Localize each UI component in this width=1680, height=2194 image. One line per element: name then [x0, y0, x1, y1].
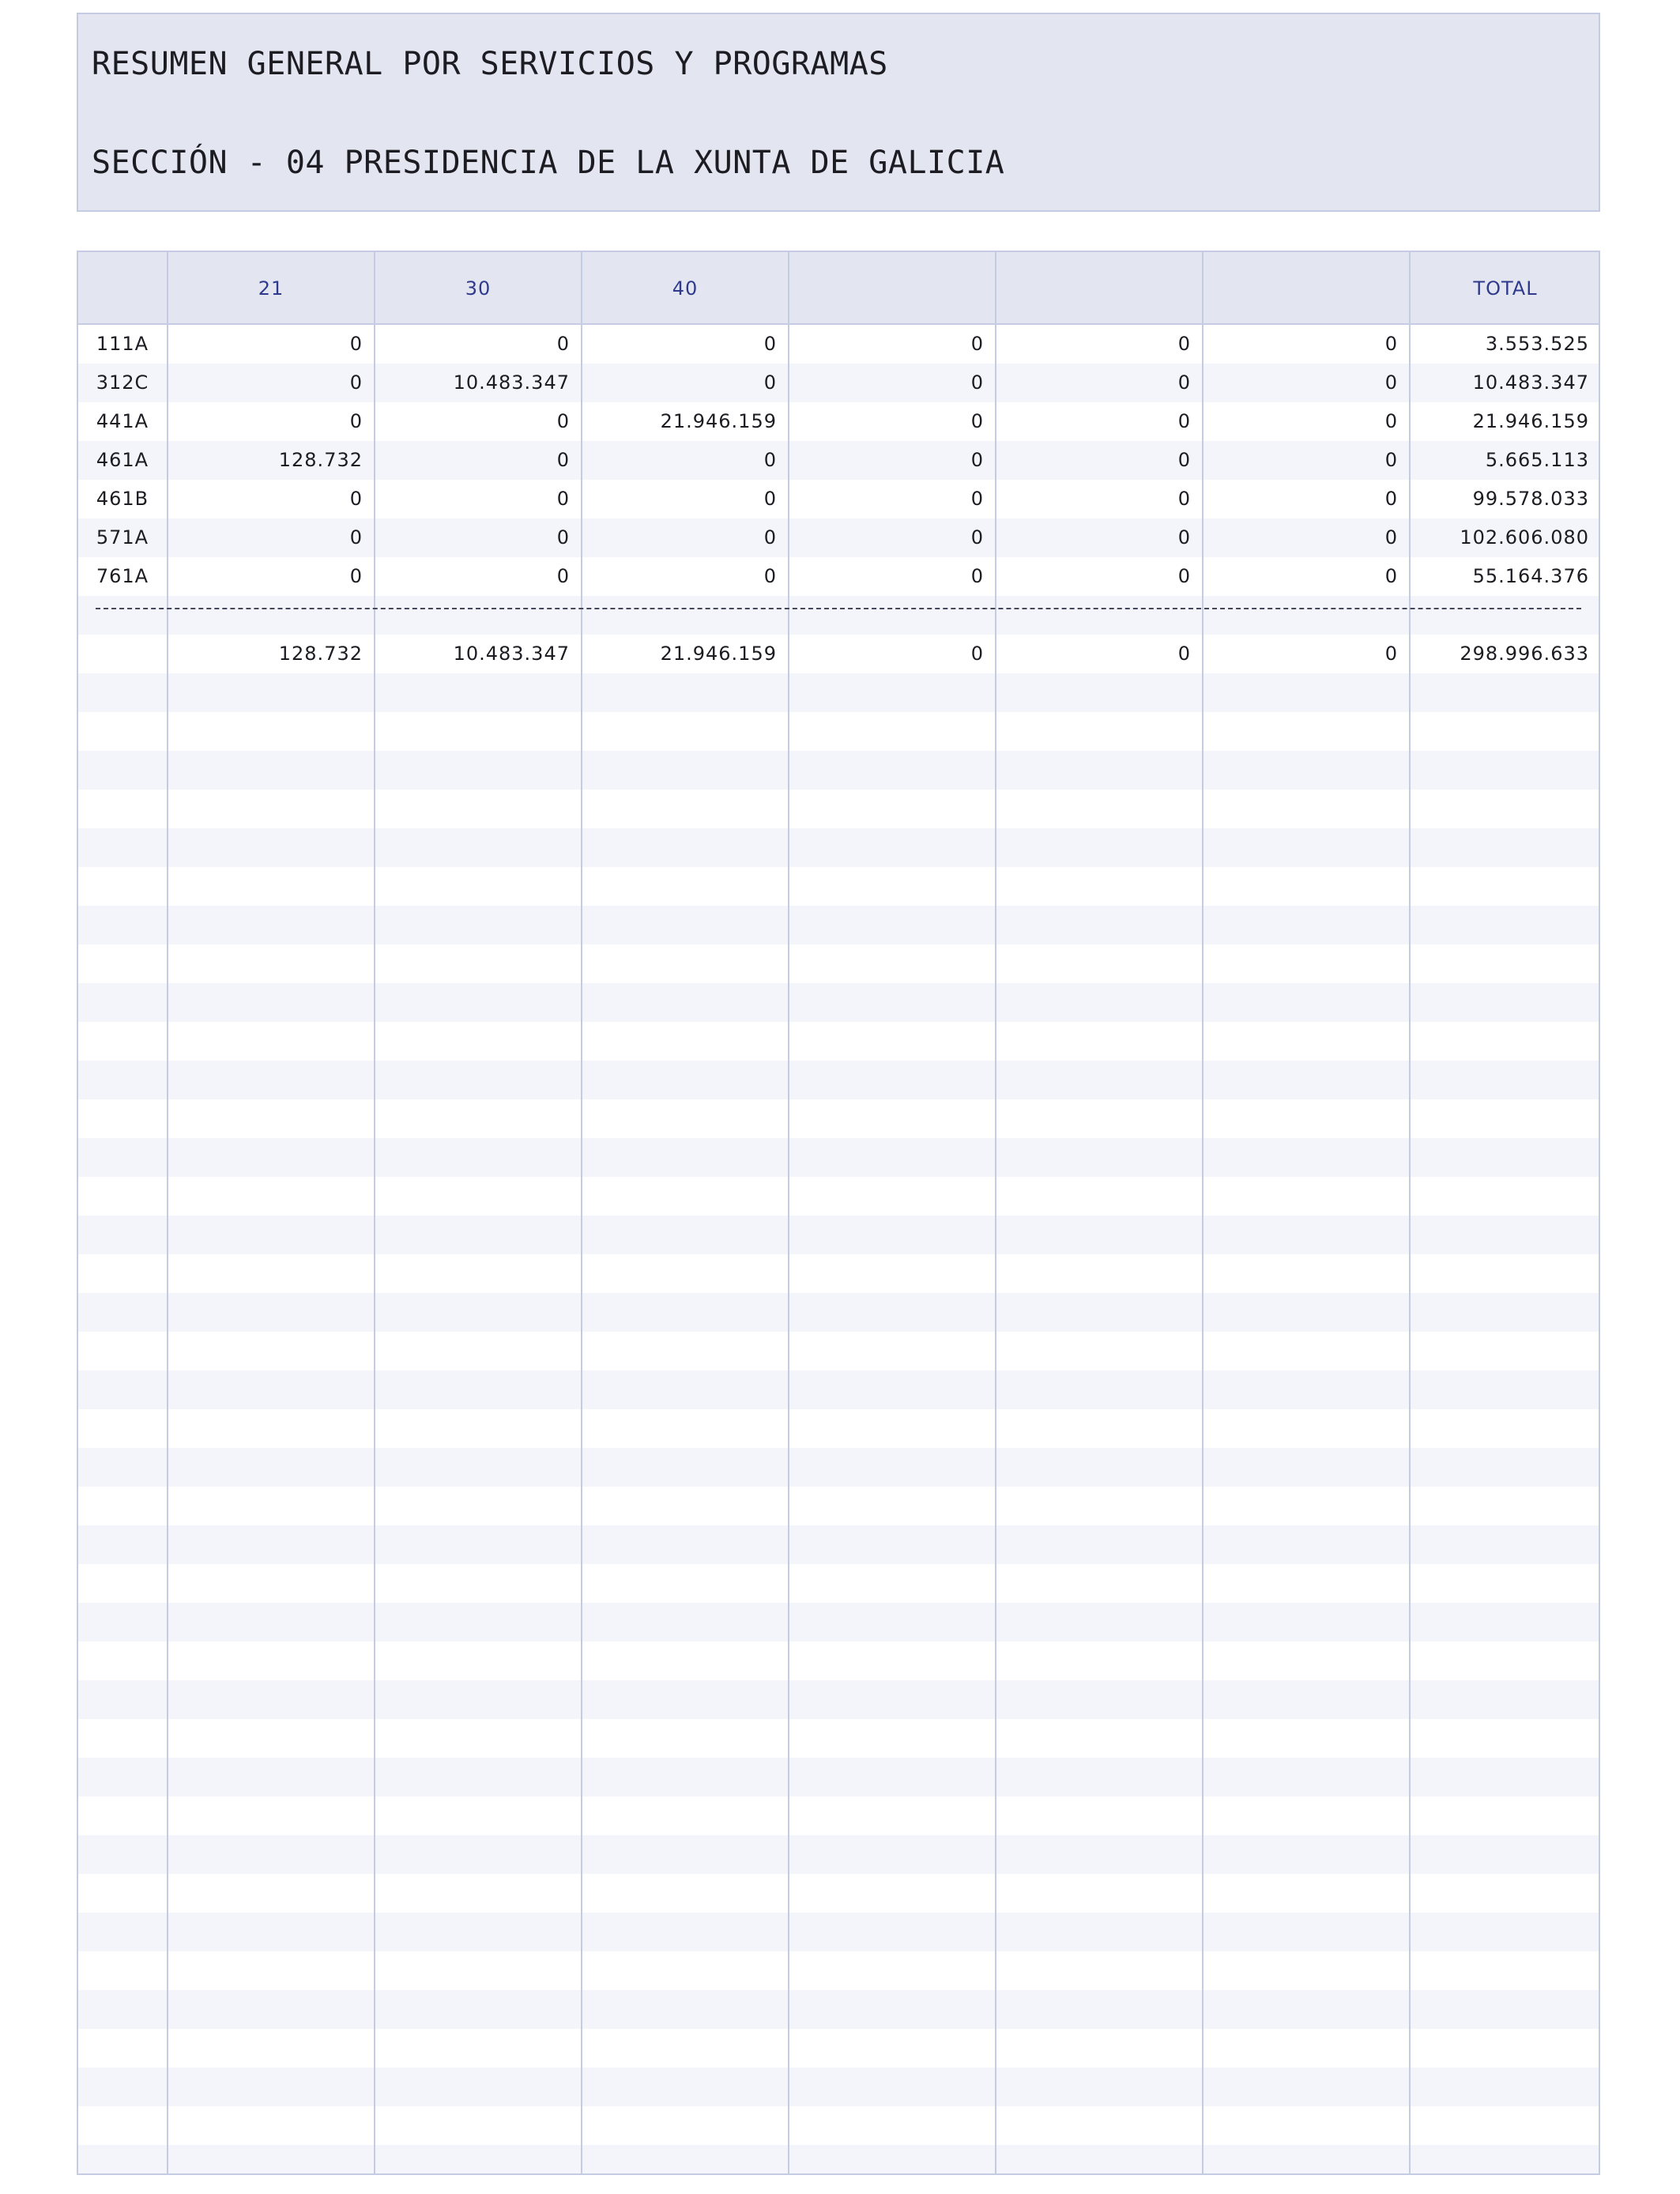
- totals-separator: [96, 608, 1581, 609]
- value-cell: 0: [556, 565, 570, 587]
- value-cell: 0: [349, 333, 363, 355]
- value-cell: 0: [1384, 643, 1398, 665]
- value-cell: 0: [1384, 449, 1398, 471]
- program-code: 461A: [96, 449, 149, 471]
- value-cell: 10.483.347: [453, 643, 570, 665]
- value-cell: 0: [1177, 410, 1191, 432]
- value-cell: 0: [556, 526, 570, 548]
- value-cell: 0: [1384, 333, 1398, 355]
- report-section: SECCIÓN - 04 PRESIDENCIA DE LA XUNTA DE GALICIA: [92, 145, 1005, 181]
- value-cell: 0: [970, 643, 984, 665]
- total-cell: 21.946.159: [1472, 410, 1589, 432]
- column-header-empty-3: [1203, 252, 1409, 325]
- program-code: 461B: [96, 488, 149, 510]
- total-cell: 99.578.033: [1472, 488, 1589, 510]
- program-code: 441A: [96, 410, 149, 432]
- value-cell: 0: [556, 410, 570, 432]
- total-cell: 298.996.633: [1460, 643, 1589, 665]
- value-cell: 0: [556, 449, 570, 471]
- program-code: [78, 635, 167, 673]
- value-cell: 0: [1177, 526, 1191, 548]
- value-cell: 0: [763, 488, 777, 510]
- column-header-total: TOTAL: [1473, 277, 1538, 300]
- value-cell: 21.946.159: [660, 643, 777, 665]
- value-cell: 0: [1177, 565, 1191, 587]
- table-row: [78, 325, 1599, 364]
- value-cell: 0: [1177, 449, 1191, 471]
- total-cell: 55.164.376: [1472, 565, 1589, 587]
- program-code: 571A: [96, 526, 149, 548]
- value-cell: 0: [349, 526, 363, 548]
- value-cell: 0: [1177, 643, 1191, 665]
- value-cell: 0: [1384, 488, 1398, 510]
- value-cell: 0: [556, 333, 570, 355]
- value-cell: 21.946.159: [660, 410, 777, 432]
- value-cell: 10.483.347: [453, 371, 570, 394]
- value-cell: 0: [1177, 333, 1191, 355]
- value-cell: 0: [970, 488, 984, 510]
- report-header: [77, 13, 1600, 212]
- summary-table: [77, 251, 1600, 2175]
- value-cell: 0: [763, 449, 777, 471]
- value-cell: 0: [970, 526, 984, 548]
- column-header-21: 21: [258, 277, 284, 300]
- total-cell: 10.483.347: [1472, 371, 1589, 394]
- value-cell: 0: [349, 410, 363, 432]
- value-cell: 0: [763, 526, 777, 548]
- value-cell: 0: [763, 333, 777, 355]
- column-header-empty-1: [789, 252, 995, 325]
- table-row: [78, 480, 1599, 518]
- value-cell: 0: [763, 565, 777, 587]
- program-code: 761A: [96, 565, 149, 587]
- column-header-code: [78, 252, 167, 325]
- value-cell: 0: [1384, 526, 1398, 548]
- value-cell: 0: [970, 565, 984, 587]
- value-cell: 0: [970, 449, 984, 471]
- totals-row: [78, 635, 1599, 673]
- value-cell: 0: [763, 371, 777, 394]
- column-header-empty-2: [996, 252, 1202, 325]
- value-cell: 128.732: [278, 643, 363, 665]
- value-cell: 0: [1384, 371, 1398, 394]
- value-cell: 0: [556, 488, 570, 510]
- value-cell: 0: [970, 333, 984, 355]
- total-cell: 102.606.080: [1460, 526, 1589, 548]
- value-cell: 128.732: [278, 449, 363, 471]
- column-header-30: 30: [465, 277, 492, 300]
- value-cell: 0: [1177, 488, 1191, 510]
- value-cell: 0: [349, 565, 363, 587]
- value-cell: 0: [1384, 410, 1398, 432]
- table-row: [78, 518, 1599, 557]
- table-row: [78, 364, 1599, 402]
- table-row: [78, 557, 1599, 596]
- value-cell: 0: [1177, 371, 1191, 394]
- table-header: [78, 252, 1599, 325]
- value-cell: 0: [970, 371, 984, 394]
- total-cell: 5.665.113: [1485, 449, 1589, 471]
- value-cell: 0: [349, 488, 363, 510]
- value-cell: 0: [349, 371, 363, 394]
- report-title: RESUMEN GENERAL POR SERVICIOS Y PROGRAMAS: [92, 46, 888, 82]
- table-stripes: [78, 325, 1599, 2173]
- column-header-40: 40: [672, 277, 699, 300]
- program-code: 312C: [96, 371, 149, 394]
- value-cell: 0: [1384, 565, 1398, 587]
- program-code: 111A: [96, 333, 149, 355]
- table-row: [78, 441, 1599, 480]
- value-cell: 0: [970, 410, 984, 432]
- table-row: [78, 402, 1599, 441]
- total-cell: 3.553.525: [1485, 333, 1589, 355]
